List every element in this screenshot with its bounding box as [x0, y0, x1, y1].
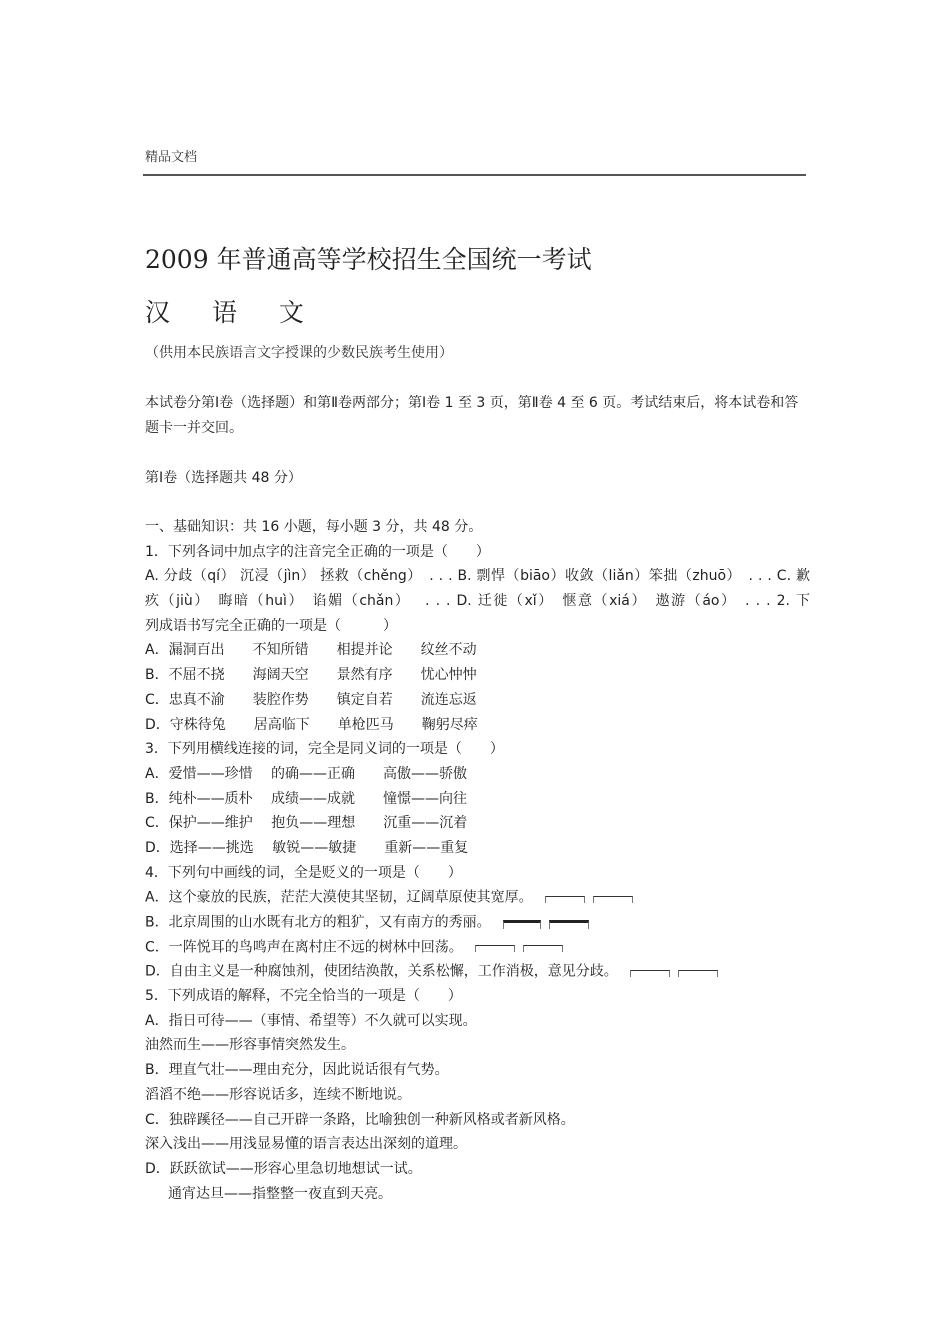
header-label: 精品文档 [145, 150, 198, 165]
section-heading: 一、基础知识：共 16 小题，每小题 3 分，共 48 分。 [145, 519, 483, 535]
q3-stem: 3．下列用横线连接的词，完全是同义词的一项是（ ） [145, 741, 504, 758]
q4-option-b-row [145, 910, 810, 935]
q4-option-c: C．一阵悦耳的鸟鸣声在离村庄不远的树林中回荡。 [145, 939, 463, 956]
underline-mark [593, 896, 633, 903]
underline-mark [630, 970, 670, 977]
q5-line-c2: 深入浅出——用浅显易懂的语言表达出深刻的道理。 [145, 1136, 467, 1153]
q4-option-d-row [145, 959, 810, 984]
underline-marks [503, 910, 597, 935]
q5-line-a2: 油然而生——形容事情突然发生。 [145, 1037, 355, 1054]
volume-one-heading [145, 466, 810, 491]
q1-stem: 1．下列各词中加点字的注音完全正确的一项是（ ） [145, 543, 490, 560]
q4-option-c-row [145, 935, 810, 960]
q3-option-c: C．保护——维护 抱负——理想 沉重——沉着 [145, 815, 468, 832]
q2-option-a: A．漏洞百出 不知所错 相提并论 纹丝不动 [145, 642, 477, 659]
intro-paragraph: 本试卷分第Ⅰ卷（选择题）和第Ⅱ卷两部分；第Ⅰ卷 1 至 3 页，第Ⅱ卷 4 至 6 页。考试结束后，将本试卷和答题卡一并交回。 [145, 395, 799, 436]
q3-option-d: D．选择——挑选 敏锐——敏捷 重新——重复 [145, 839, 469, 856]
underline-mark [545, 896, 585, 903]
underline-marks [475, 935, 571, 960]
underline-marks [545, 885, 641, 910]
exam-title: 2009 年普通高等学校招生全国统一考试 [145, 245, 592, 274]
underline-mark [549, 920, 589, 929]
volume-one-label: 第Ⅰ卷（选择题共 48 分） [145, 470, 302, 486]
q5-line-c: C．独辟蹊径——自己开辟一条路，比喻独创一种新风格或者新风格。 [145, 1111, 575, 1128]
q2-option-c: C．忠真不渝 装腔作势 镇定自若 流连忘返 [145, 691, 477, 708]
underline-mark [503, 920, 541, 929]
exam-note: （供用本民族语言文字授课的少数民族考生使用） [145, 345, 453, 361]
q2-option-d: D．守株待兔 居高临下 单枪匹马 鞠躬尽瘁 [145, 716, 478, 733]
q5-line-d: D．跃跃欲试——形容心里急切地想试一试。 [145, 1160, 422, 1177]
q2-option-b: B．不屈不挠 海阔天空 景然有序 忧心忡忡 [145, 667, 477, 684]
q5-line-a: A．指日可待——（事情、希望等）不久就可以实现。 [145, 1012, 477, 1029]
q4-option-b: B．北京周围的山水既有北方的粗犷，又有南方的秀丽。 [145, 914, 491, 931]
underline-mark [475, 945, 515, 952]
q4-stem: 4．下列句中画线的词，全是贬义的一项是（ ） [145, 864, 462, 881]
q3-option-a: A．爱惜——珍惜 的确——正确 高傲——骄傲 [145, 765, 468, 782]
q2-stem: 列成语书写完全正确的一项是（ ） [145, 617, 397, 634]
q5-line-d2: 通宵达旦——指整整一夜直到天亮。 [168, 1185, 392, 1202]
underline-mark [523, 945, 563, 952]
q5-stem: 5．下列成语的解释，不完全恰当的一项是（ ） [145, 988, 462, 1005]
questions-section [145, 515, 810, 1206]
q1-options-line-2: 疚（jiù） 晦暗（huì） 谄媚（chǎn） . . . D. 迁徙（xǐ） 惬意（xiá） 遨游（áo） . . . 2. 下 [145, 593, 810, 610]
q5-line-b2: 滔滔不绝——形容说话多，连续不断地说。 [145, 1086, 411, 1103]
q4-option-a: A．这个豪放的民族，茫茫大漠使其坚韧，辽阔草原使其宽厚。 [145, 889, 533, 906]
q1-options-line-1: A. 分歧（qí） 沉浸（jìn） 拯救（chěng） . . . B. 剽悍（biāo）收敛（liǎn）笨拙（zhuō） . . . C. 歉 [145, 568, 810, 585]
exam-subject: 汉 语 文 [145, 298, 321, 327]
header-divider [143, 174, 806, 176]
q3-option-b: B．纯朴——质朴 成绩——成就 憧憬——向往 [145, 790, 468, 807]
underline-marks [630, 959, 726, 984]
q5-line-b: B．理直气壮——理由充分，因此说话很有气势。 [145, 1062, 449, 1079]
underline-mark [678, 970, 718, 977]
q4-option-d: D．自由主义是一种腐蚀剂，使团结涣散，关系松懈，工作消极，意见分歧。 [145, 963, 618, 980]
q4-option-a-row [145, 885, 810, 910]
